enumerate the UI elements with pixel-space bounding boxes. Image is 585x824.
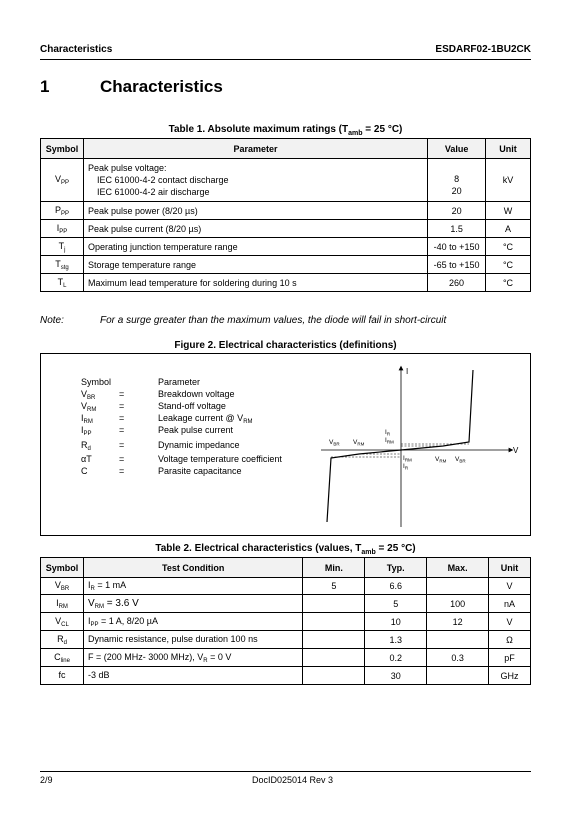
table-row [41,256,531,274]
table1-header-unit: Unit [486,139,531,159]
min-cell [303,631,365,649]
max-cell: 100 [427,595,489,613]
def-equals: = [119,425,125,435]
typ-cell: 1.3 [365,631,427,649]
value-cell: -40 to +150 [428,238,486,256]
axis-label-v: V [513,446,519,455]
min-cell [303,595,365,613]
label-irm: $I_{RM}$ [385,437,394,445]
typ-cell: 30 [365,667,427,685]
symbol-cell: $C_{line}$ [41,649,84,667]
table-row [41,649,531,667]
typ-cell: 10 [365,613,427,631]
label-vrm-positive: $V_{RM}$ [435,456,447,464]
symbol-cell: $P_{PP}$ [41,202,84,220]
table1-caption: Table 1. Absolute maximum ratings ($T_{amb} = 25$ °C) [168,124,403,137]
label-vbr-positive: $V_{BR}$ [455,456,466,464]
label-irm-negative: $I_{RM}$ [403,455,412,463]
section-title: Characteristics [100,77,223,96]
defs-header-symbol: Symbol [81,377,112,387]
unit-cell: GHz [489,667,531,685]
def-equals: = [119,466,125,476]
def-symbol: $V_{RM}$ [81,401,97,413]
min-cell [303,613,365,631]
table2-header-test-condition: Test Condition [83,558,302,578]
absolute-max-ratings-table [40,138,531,292]
condition-cell: F = (200 MHz- 3000 MHz), $V_R = 0$ V [83,649,302,667]
page-number: 2/9 [40,775,53,785]
unit-cell: °C [486,256,531,274]
table-row [41,578,531,595]
symbol-cell: $V_{BR}$ [41,578,84,595]
table2-header-unit: Unit [489,558,531,578]
def-equals: = [119,413,125,423]
value-cell: 260 [428,274,486,292]
unit-cell: °C [486,238,531,256]
label-ir-negative: $I_R$ [403,463,409,471]
document-id: DocID025014 Rev 3 [251,775,334,785]
def-parameter: Parasite capacitance [158,466,242,476]
value-cell: 1.5 [428,220,486,238]
min-cell [303,667,365,685]
def-parameter: Breakdown voltage [158,389,235,399]
def-symbol: $V_{BR}$ [81,389,96,401]
label-vbr-negative: $V_{BR}$ [329,439,340,447]
table2-header-symbol: Symbol [41,558,84,578]
def-equals: = [119,440,125,450]
def-parameter: Leakage current @ $V_{RM}$ [158,413,253,425]
def-parameter: Dynamic impedance [158,440,240,450]
label-vrm-negative: $V_{RM}$ [353,439,365,447]
section-number: 1 [40,77,50,96]
table2-caption: Table 2. Electrical characteristics (values, $T_{amb} = 25$ °C) [155,543,416,556]
def-parameter: Voltage temperature coefficient [158,454,282,464]
parameter-cell: Peak pulse power (8/20 µs) [83,202,427,220]
unit-cell: °C [486,274,531,292]
def-equals: = [119,389,125,399]
symbol-cell: $V_{PP}$ [41,159,84,202]
def-equals: = [119,401,125,411]
typ-cell: 5 [365,595,427,613]
header-rule [40,59,531,60]
table-row [41,202,531,220]
table-row [41,631,531,649]
unit-cell: kV [486,159,531,202]
running-header-part-number: ESDARF02-1BU2CK [435,44,531,55]
def-equals: = [119,454,125,464]
note-label: Note: [40,315,64,326]
symbol-cell: $I_{PP}$ [41,220,84,238]
table1-header-value: Value [428,139,486,159]
max-cell [427,578,489,595]
unit-cell: V [489,613,531,631]
unit-cell: pF [489,649,531,667]
condition-cell: $I_{PP} = 1$ A, 8/20 µA [83,613,302,631]
symbol-cell: $V_{CL}$ [41,613,84,631]
table2-header-typ: Typ. [365,558,427,578]
table2-header-max: Max. [427,558,489,578]
table-row [41,220,531,238]
condition-cell: $V_{RM} = 3.6$ V [83,595,302,613]
figure2-caption: Figure 2. Electrical characteristics (definitions) [174,340,397,351]
electrical-characteristics-table [40,557,531,685]
label-ir: $I_R$ [385,429,391,437]
footer-rule [40,771,531,772]
defs-header-parameter: Parameter [158,377,201,387]
condition-cell: Dynamic resistance, pulse duration 100 ns [83,631,302,649]
def-symbol: C [81,466,88,476]
symbol-cell: $R_d$ [41,631,84,649]
table-row [41,238,531,256]
min-cell: 5 [303,578,365,595]
def-symbol: $I_{PP}$ [81,425,92,437]
symbol-cell: $T_L$ [41,274,84,292]
iv-characteristic-diagram [321,362,521,532]
parameter-cell: Peak pulse voltage: IEC 61000-4-2 contact discharge IEC 61000-4-2 air discharge [83,159,427,202]
table-row [41,667,531,685]
max-cell: 0.3 [427,649,489,667]
note-text: For a surge greater than the maximum values, the diode will fail in short-circuit [100,315,447,326]
symbol-cell: fc [41,667,84,685]
table1-header-symbol: Symbol [41,139,84,159]
max-cell: 12 [427,613,489,631]
min-cell [303,649,365,667]
def-symbol: $I_{RM}$ [81,413,93,425]
typ-cell: 0.2 [365,649,427,667]
symbol-cell: $I_{RM}$ [41,595,84,613]
symbol-cell: $T_j$ [41,238,84,256]
iv-curve [327,370,473,522]
condition-cell: $I_R = 1$ mA [83,578,302,595]
condition-cell: -3 dB [83,667,302,685]
def-symbol: $R_d$ [81,440,91,452]
table-row [41,595,531,613]
table-row [41,613,531,631]
symbol-cell: $T_{stg}$ [41,256,84,274]
axis-label-i: I [406,367,409,376]
value-cell: 8 20 [428,159,486,202]
unit-cell: A [486,220,531,238]
parameter-cell: Peak pulse current (8/20 µs) [83,220,427,238]
running-header-section: Characteristics [40,44,113,55]
unit-cell: nA [489,595,531,613]
def-parameter: Peak pulse current [158,425,234,435]
def-symbol: αT [81,454,92,464]
def-parameter: Stand-off voltage [158,401,226,411]
figure2-box [40,353,531,536]
table-row [41,159,531,202]
table-row [41,274,531,292]
typ-cell: 6.6 [365,578,427,595]
max-cell [427,631,489,649]
unit-cell: V [489,578,531,595]
max-cell [427,667,489,685]
table2-header-min: Min. [303,558,365,578]
parameter-cell: Maximum lead temperature for soldering during 10 s [83,274,427,292]
value-cell: 20 [428,202,486,220]
table1-header-parameter: Parameter [83,139,427,159]
unit-cell: Ω [489,631,531,649]
unit-cell: W [486,202,531,220]
parameter-cell: Operating junction temperature range [83,238,427,256]
parameter-cell: Storage temperature range [83,256,427,274]
value-cell: -65 to +150 [428,256,486,274]
